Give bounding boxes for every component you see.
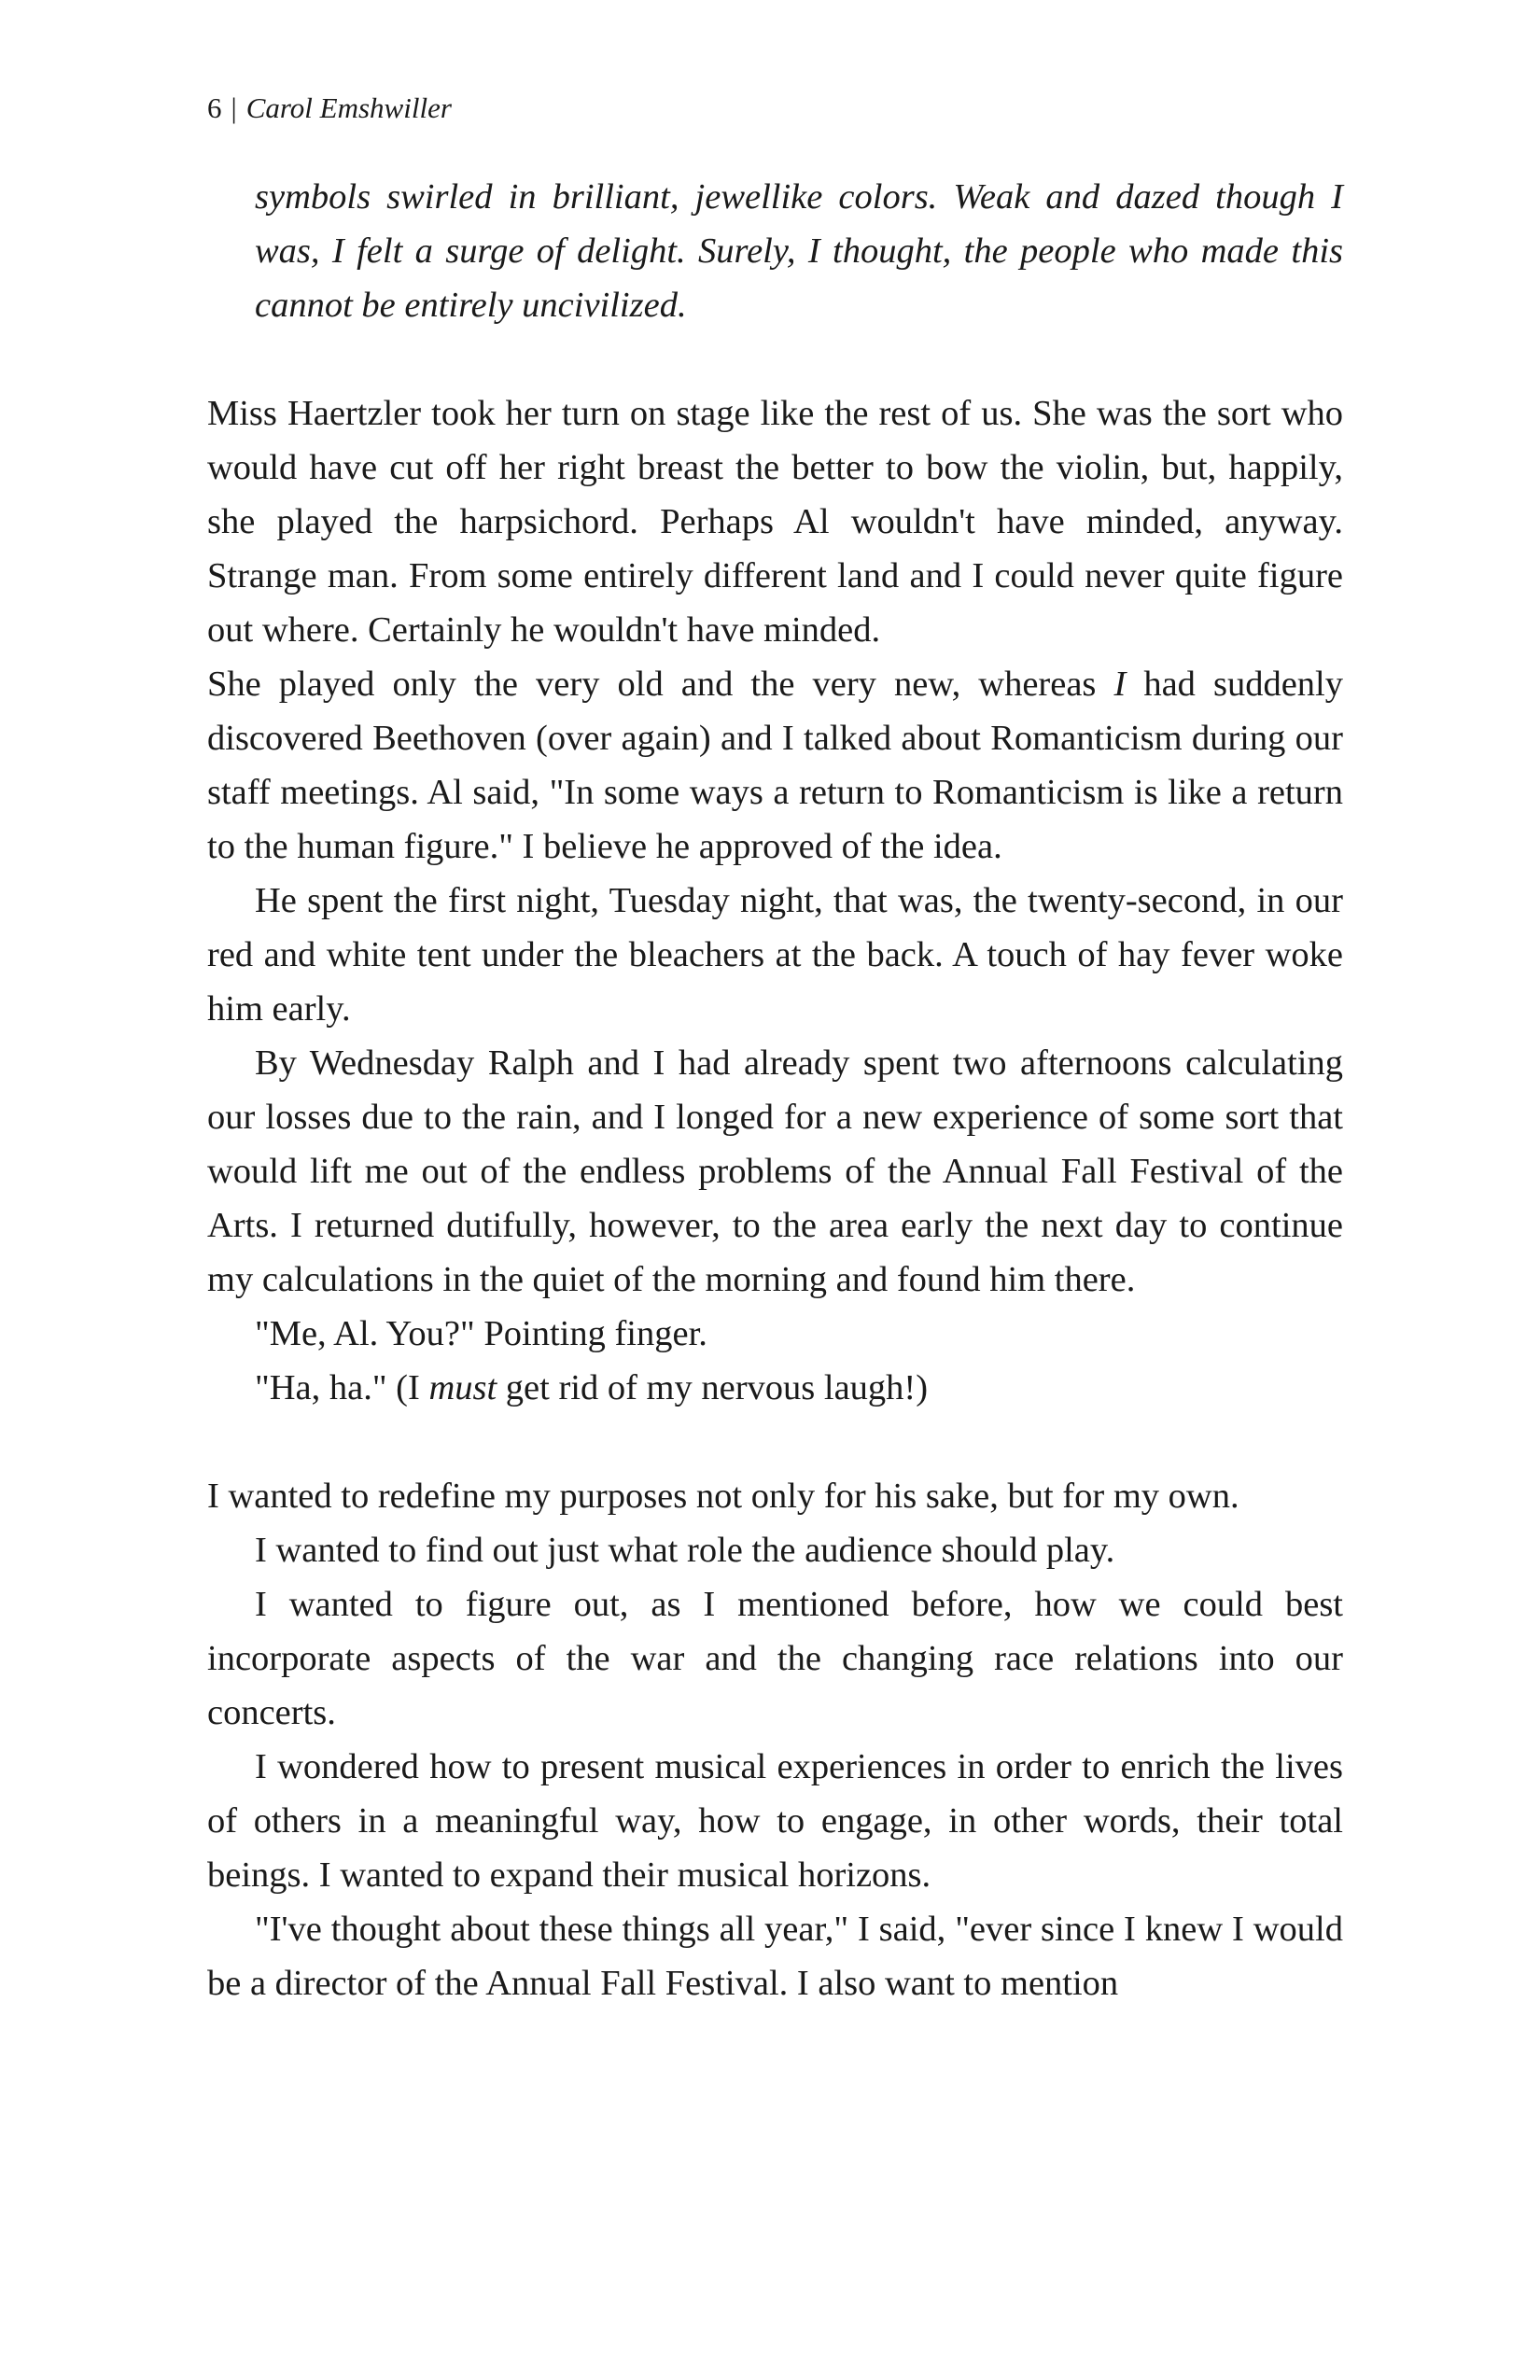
paragraph: "I've thought about these things all year," I said, "ever since I knew I would be a director of the Annual Fall Festival. I also want to mention	[207, 1910, 1343, 2003]
running-head	[207, 90, 452, 127]
paragraph: I wanted to figure out, as I mentioned before, how we could best incorporate aspects of the war and the changing race relations into our concerts.	[207, 1585, 1343, 1732]
paragraph: He spent the first night, Tuesday night, that was, the twenty-second, in our red and white tent under the bleachers at the back. A touch of hay fever woke him early.	[207, 881, 1343, 1029]
paragraph	[207, 657, 1343, 874]
text-run: She played only the very old and the very new, whereas	[207, 665, 1114, 704]
text-run: "Ha, ha." (I	[255, 1368, 429, 1407]
paragraph: I wanted to find out just what role the audience should play.	[255, 1531, 1115, 1570]
text-run: had suddenly discovered Beethoven (over again) and I talked about Romanticism during our staff meetings. Al said, "In some ways a return to Romanticism is like a return to the human figure." I believe he approved of the idea.	[207, 665, 1343, 866]
text-run: get rid of my nervous laugh!)	[497, 1368, 929, 1407]
paragraph: By Wednesday Ralph and I had already spent two afternoons calculating our losses due to the rain, and I longed for a new experience of some sort that would lift me out of the endless problems of the Annual Fall Festival of the Arts. I returned dutifully, however, to the area early the next day to continue my calculations in the quiet of the morning and found him there.	[207, 1043, 1343, 1299]
italic-excerpt-paragraph: symbols swirled in brilliant, jewellike colors. Weak and dazed though I was, I felt a surge of delight. Surely, I thought, the people who made this cannot be entirely uncivilized.	[255, 177, 1343, 325]
running-head-separator: |	[231, 91, 237, 124]
paragraph: I wanted to redefine my purposes not only for his sake, but for my own.	[207, 1477, 1239, 1516]
author-name: Carol Emshwiller	[245, 91, 452, 124]
dialogue-paragraph	[207, 1361, 1343, 1415]
body-text	[207, 170, 1343, 2010]
paragraph: I wondered how to present musical experiences in order to enrich the lives of others in a meaningful way, how to engage, in other words, their total beings. I wanted to expand their musical horizons.	[207, 1747, 1343, 1895]
dialogue-paragraph: "Me, Al. You?" Pointing finger.	[255, 1314, 707, 1353]
emphasis: I	[1113, 665, 1127, 704]
paragraph: Miss Haertzler took her turn on stage like the rest of us. She was the sort who would have cut off her right breast the better to bow the violin, but, happily, she played the harpsichord. Perhaps Al wouldn't have minded, anyway. Strange man. From some entirely different land and I could never quite figure out where. Certainly he wouldn't have minded.	[207, 394, 1343, 650]
emphasis: must	[428, 1368, 497, 1407]
page-number: 6	[207, 91, 222, 124]
